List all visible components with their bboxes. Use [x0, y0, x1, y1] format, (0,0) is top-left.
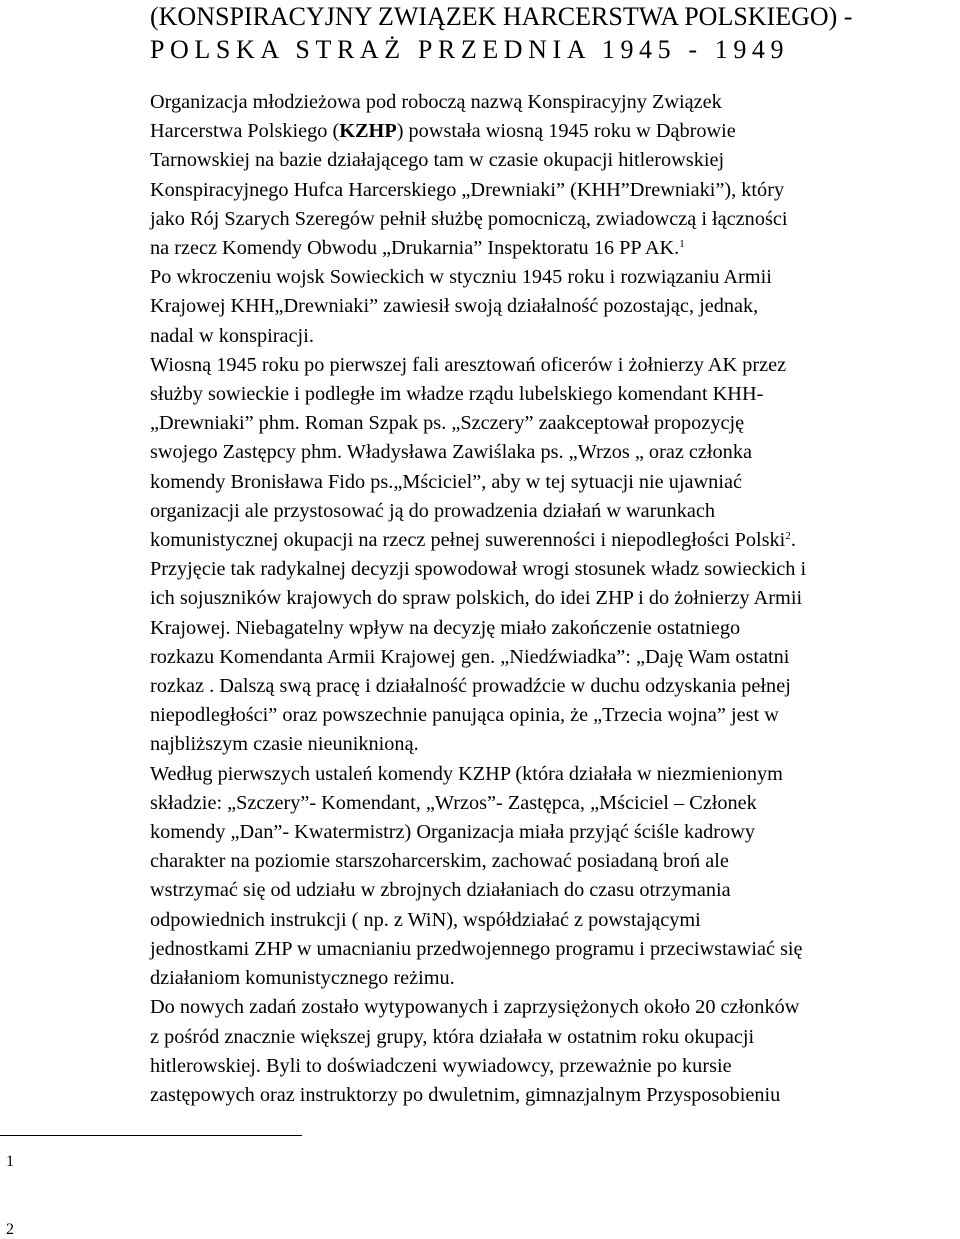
text-line: Do nowych zadań zostało wytypowanych i zaprzysiężonych około 20 członków [150, 996, 800, 1019]
text-fragment: ) powstała wiosną 1945 roku w Dąbrowie [396, 120, 736, 143]
body-text [150, 88, 958, 1110]
text-line: „Drewniaki” phm. Roman Szpak ps. „Szczery” zaakceptował propozycję [150, 412, 745, 435]
text-line: nadal w konspiracji. [150, 324, 314, 347]
text-line: organizacji ale przystosować ją do prowadzenia działań w warunkach [150, 499, 716, 522]
text-line: jednostkami ZHP w umacnianiu przedwojennego programu i przeciwstawiać się [150, 937, 803, 960]
kzhp-abbreviation: KZHP [339, 120, 397, 143]
text-line: Konspiracyjnego Hufca Harcerskiego „Drewniaki” (KHH”Drewniaki”), który [150, 178, 785, 201]
text-fragment: komunistycznej okupacji na rzecz pełnej suwerenności i niepodległości Polski [150, 529, 786, 552]
text-line: z pośród znacznie większej grupy, która działała w ostatnim roku okupacji [150, 1025, 755, 1048]
text-fragment: Harcerstwa Polskiego ( [150, 120, 340, 143]
text-line: najbliższym czasie nieuniknioną. [150, 733, 419, 756]
text-line: komendy „Dan”- Kwatermistrz) Organizacja miała przyjąć ściśle kadrowy [150, 821, 755, 844]
text-line: niepodległości” oraz powszechnie panująca opinia, że „Trzecia wojna” jest w [150, 704, 779, 727]
text-line: Przyjęcie tak radykalnej decyzji spowodował wrogi stosunek władz sowieckich i [150, 558, 807, 581]
text-line [150, 117, 958, 146]
title-line-2: POLSKA STRAŻ PRZEDNIA 1945 - 1949 [150, 35, 790, 64]
text-line: Wiosną 1945 roku po pierwszej fali aresztowań oficerów i żołnierzy AK przez [150, 353, 787, 376]
text-line: Krajowej. Niebagatelny wpływ na decyzję miało zakończenie ostatniego [150, 616, 741, 639]
text-line: zastępowych oraz instruktorzy po dwuletnim, gimnazjalnym Przysposobieniu [150, 1083, 781, 1106]
text-line: działaniom komunistycznego reżimu. [150, 967, 455, 990]
text-line: Według pierwszych ustaleń komendy KZHP (która działała w niezmienionym [150, 762, 783, 785]
text-fragment: na rzecz Komendy Obwodu „Drukarnia” Inspektoratu 16 PP AK. [150, 237, 680, 260]
document-title [150, 0, 950, 66]
footnote-2: 2 [6, 1221, 14, 1238]
text-line: hitlerowskiej. Byli to doświadczeni wywiadowcy, przeważnie po kursie [150, 1054, 732, 1077]
text-line: rozkazu Komendanta Armii Krajowej gen. „Niedźwiadka”: „Daję Wam ostatni [150, 645, 790, 668]
text-line: wstrzymać się od udziału w zbrojnych działaniach do czasu otrzymania [150, 879, 731, 902]
title-line-1: (KONSPIRACYJNY ZWIĄZEK HARCERSTWA POLSKIEGO) - [150, 2, 853, 31]
text-line: swojego Zastępcy phm. Władysława Zawiślaka ps. „Wrzos „ oraz członka [150, 441, 752, 464]
text-line: Tarnowskiej na bazie działającego tam w czasie okupacji hitlerowskiej [150, 149, 725, 172]
footnote-ref-2[interactable]: 2 [785, 530, 791, 543]
text-line: Krajowej KHH„Drewniaki” zawiesił swoją działalność pozostając, jednak, [150, 295, 759, 318]
text-line: składzie: „Szczery”- Komendant, „Wrzos”- Zastępca, „Mściciel – Członek [150, 791, 757, 814]
text-line: odpowiednich instrukcji ( np. z WiN), współdziałać z powstającymi [150, 908, 701, 931]
footnote-ref-1[interactable]: 1 [679, 238, 685, 251]
text-line: służby sowieckie i podległe im władze rządu lubelskiego komendant KHH- [150, 383, 764, 406]
text-line: rozkaz . Dalszą swą pracę i działalność prowadźcie w duchu odzyskania pełnej [150, 675, 791, 698]
text-line: ich sojuszników krajowych do spraw polskich, do idei ZHP i do żołnierzy Armii [150, 587, 803, 610]
footnote-1: 1 [6, 1153, 14, 1170]
text-line: komendy Bronisława Fido ps.„Mściciel”, aby w tej sytuacji nie ujawniać [150, 470, 742, 493]
text-line: charakter na poziomie starszoharcerskim, zachować posiadaną broń ale [150, 850, 729, 873]
text-line: jako Rój Szarych Szeregów pełnił służbę pomocniczą, zwiadowczą i łączności [150, 207, 788, 230]
text-line: Po wkroczeniu wojsk Sowieckich w styczniu 1945 roku i rozwiązaniu Armii [150, 266, 772, 289]
text-line: Organizacja młodzieżowa pod roboczą nazwą Konspiracyjny Związek [150, 91, 722, 113]
text-line [150, 234, 958, 263]
footnote-separator [0, 1135, 302, 1136]
text-line: komunistycznej okupacji na rzecz pełnej suwerenności i niepodległości Polski$^2$. [150, 529, 796, 552]
